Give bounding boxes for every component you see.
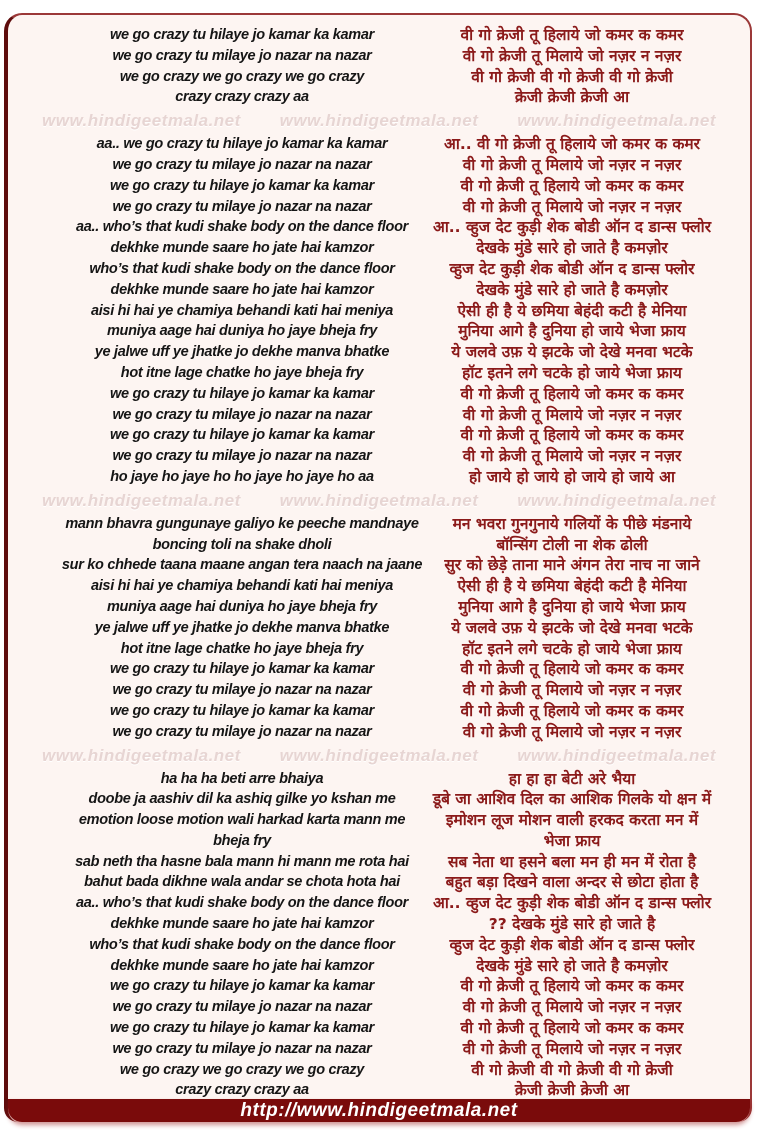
- lyrics-columns: [8, 15, 750, 1101]
- lyric-line-hindi: ऐसी ही है ये छमिया बेहंदी कटी है मेनिया: [457, 577, 687, 596]
- lyric-line-english: we go crazy tu hilaye jo kamar ka kamar: [110, 427, 374, 444]
- lyric-line-hindi: हॉट इतने लगे चटके हो जाये भेजा फ्राय: [462, 363, 682, 382]
- lyric-line-english: we go crazy tu milaye jo nazar na nazar: [112, 198, 372, 215]
- lyric-line-english: sur ko chhede taana maane angan tera naach na jaane: [61, 557, 423, 574]
- lyric-line-row: [8, 639, 750, 660]
- lyric-line-row: [8, 384, 750, 405]
- watermark-text: www.hindigeetmala.net: [517, 111, 716, 131]
- watermark-text: www.hindigeetmala.net: [279, 745, 479, 765]
- lyric-line-row: [8, 1018, 750, 1039]
- lyric-line-row: [8, 810, 750, 831]
- lyric-line-hindi: हो जाये हो जाये हो जाये हो जाये आ: [468, 467, 675, 486]
- lyric-line-hindi: डूबे जा आशिव दिल का आशिक गिलके यो क्षन में: [432, 790, 712, 809]
- lyric-line-row: [8, 134, 750, 155]
- lyric-line-hindi: क्रेजी क्रेजी क्रेजी आ: [514, 88, 630, 107]
- lyric-line-hindi: देखके मुंडे सारे हो जाते है कमज़ोर: [476, 956, 668, 975]
- lyrics-card: [4, 13, 752, 1122]
- lyric-line-row: [8, 852, 750, 873]
- lyric-line-row: [8, 618, 750, 639]
- lyric-line-hindi: वी गो क्रेजी तू मिलाये जो नज़र न नज़र: [462, 155, 682, 174]
- lyric-line-row: [8, 555, 750, 576]
- lyric-line-english: dekhke munde saare ho jate hai kamzor: [110, 957, 374, 974]
- lyric-line-row: [8, 701, 750, 722]
- lyric-line-row: [8, 467, 750, 488]
- lyric-line-english: aisi hi hai ye chamiya behandi kati hai meniya: [90, 302, 394, 319]
- lyric-line-english: ye jalwe uff ye jhatke jo dekhe manva bhatke: [94, 344, 390, 361]
- lyric-line-row: [8, 259, 750, 280]
- lyric-line-english: boncing toli na shake dholi: [152, 536, 332, 553]
- lyric-line-row: [8, 217, 750, 238]
- lyric-line-hindi: मुनिया आगे है दुनिया हो जाये भेजा फ्राय: [458, 322, 686, 341]
- lyric-line-english: we go crazy tu milaye jo nazar na nazar: [112, 723, 372, 740]
- lyric-line-hindi: वी गो क्रेजी तू हिलाये जो कमर क कमर: [460, 977, 684, 996]
- lyric-line-english: we go crazy tu milaye jo nazar na nazar: [112, 1040, 372, 1057]
- lyric-line-row: [8, 680, 750, 701]
- lyric-line-hindi: ये जलवे उफ़ ये झटके जो देखे मनवा भटके: [451, 618, 693, 637]
- lyric-line-english: mann bhavra gungunaye galiyo ke peeche mandnaye: [65, 515, 419, 532]
- lyric-line-row: [8, 425, 750, 446]
- lyric-line-row: [8, 872, 750, 893]
- lyric-line-hindi: हॉट इतने लगे चटके हो जाये भेजा फ्राय: [462, 639, 682, 658]
- lyric-line-row: [8, 535, 750, 556]
- lyric-line-english: dekhke munde saare ho jate hai kamzor: [110, 240, 374, 257]
- lyric-line-row: [8, 280, 750, 301]
- lyric-line-english: we go crazy we go crazy we go crazy: [119, 1061, 365, 1078]
- lyric-line-hindi: वी गो क्रेजी तू हिलाये जो कमर क कमर: [460, 701, 684, 720]
- lyric-line-row: [8, 597, 750, 618]
- lyric-line-row: [8, 342, 750, 363]
- watermark-text: www.hindigeetmala.net: [42, 111, 241, 131]
- lyric-line-row: [8, 1060, 750, 1081]
- lyric-line-hindi: वी गो क्रेजी तू हिलाये जो कमर क कमर: [460, 26, 684, 44]
- lyric-line-hindi: देखके मुंडे सारे हो जाते है कमज़ोर: [476, 280, 668, 299]
- footer-bar: [8, 1099, 750, 1122]
- lyric-line-row: [8, 893, 750, 914]
- lyric-line-row: [8, 769, 750, 790]
- lyric-line-english: bheja fry: [213, 832, 271, 849]
- lyric-line-english: crazy crazy crazy aa: [175, 89, 309, 106]
- lyric-line-row: [8, 446, 750, 467]
- lyric-line-row: [8, 155, 750, 176]
- lyric-line-english: ha ha ha beti arre bhaiya: [160, 770, 324, 787]
- watermark-text: www.hindigeetmala.net: [279, 111, 479, 131]
- lyric-line-row: [8, 935, 750, 956]
- lyric-line-row: [8, 238, 750, 259]
- lyric-line-hindi: वी गो क्रेजी तू मिलाये जो नज़र न नज़र: [462, 447, 682, 466]
- lyric-line-hindi: व्हुज देट कुड़ी शेक बोडी ऑन द डान्स फ्लोर: [449, 259, 695, 278]
- lyric-line-row: [8, 576, 750, 597]
- lyric-line-english: aa.. who’s that kudi shake body on the dance floor: [76, 219, 408, 236]
- lyric-line-english: we go crazy tu milaye jo nazar na nazar: [112, 682, 372, 699]
- lyric-line-hindi: मुनिया आगे है दुनिया हो जाये भेजा फ्राय: [458, 597, 686, 616]
- lyric-line-english: we go crazy tu hilaye jo kamar ka kamar: [110, 702, 374, 719]
- watermark-text: www.hindigeetmala.net: [42, 745, 241, 765]
- lyric-line-english: we go crazy tu milaye jo nazar na nazar: [112, 156, 372, 173]
- lyric-line-english: we go crazy tu hilaye jo kamar ka kamar: [110, 27, 374, 43]
- watermark-row: [8, 108, 750, 134]
- lyric-line-english: bahut bada dikhne wala andar se chota hota hai: [84, 874, 400, 891]
- lyric-line-english: aisi hi hai ye chamiya behandi kati hai meniya: [90, 578, 394, 595]
- lyric-line-row: [8, 956, 750, 977]
- lyric-line-row: [8, 67, 750, 88]
- lyric-line-english: ye jalwe uff ye jhatke jo dekhe manva bhatke: [94, 619, 390, 636]
- lyric-line-hindi: वी गो क्रेजी वी गो क्रेजी वी गो क्रेजी: [471, 1060, 673, 1079]
- lyric-line-row: [8, 321, 750, 342]
- lyric-line-hindi: सुर को छेड़े ताना माने अंगन तेरा नाच ना जाने: [444, 556, 700, 575]
- lyric-line-hindi: वी गो क्रेजी तू मिलाये जो नज़र न नज़र: [462, 998, 682, 1017]
- lyric-line-row: [8, 197, 750, 218]
- lyric-line-hindi: आ.. वी गो क्रेजी तू हिलाये जो कमर क कमर: [443, 135, 700, 154]
- watermark-text: www.hindigeetmala.net: [517, 745, 716, 765]
- lyric-line-english: we go crazy tu hilaye jo kamar ka kamar: [110, 661, 374, 678]
- lyric-line-hindi: आ.. व्हुज देट कुड़ी शेक बोडी ऑन द डान्स फ्लोर: [432, 218, 712, 237]
- lyric-line-row: [8, 997, 750, 1018]
- lyric-line-hindi: ऐसी ही है ये छमिया बेहंदी कटी है मेनिया: [457, 301, 687, 320]
- lyric-line-english: we go crazy tu hilaye jo kamar ka kamar: [110, 177, 374, 194]
- lyric-line-english: doobe ja aashiv dil ka ashiq gilke yo kshan me: [88, 791, 396, 808]
- lyric-line-row: [8, 659, 750, 680]
- lyric-line-english: dekhke munde saare ho jate hai kamzor: [110, 281, 374, 298]
- lyric-line-hindi: वी गो क्रेजी तू हिलाये जो कमर क कमर: [460, 1019, 684, 1038]
- lyric-line-hindi: वी गो क्रेजी तू मिलाये जो नज़र न नज़र: [462, 681, 682, 700]
- lyric-line-row: [8, 722, 750, 743]
- lyric-line-row: [8, 789, 750, 810]
- footer-url[interactable]: http://www.hindigeetmala.net: [240, 1099, 518, 1121]
- lyric-line-hindi: देखके मुंडे सारे हो जाते है कमज़ोर: [476, 239, 668, 258]
- lyric-line-english: we go crazy tu hilaye jo kamar ka kamar: [110, 1020, 374, 1037]
- lyric-line-row: [8, 301, 750, 322]
- lyric-line-row: [8, 87, 750, 108]
- lyric-line-hindi: क्रेजी क्रेजी क्रेजी आ: [514, 1081, 630, 1100]
- lyric-line-english: we go crazy tu milaye jo nazar na nazar: [112, 999, 372, 1016]
- lyric-line-row: [8, 363, 750, 384]
- lyric-line-hindi: आ.. व्हुज देट कुड़ी शेक बोडी ऑन द डान्स फ्लोर: [432, 894, 712, 913]
- lyric-line-hindi: भेजा फ्राय: [543, 831, 601, 850]
- lyric-line-english: muniya aage hai duniya ho jaye bheja fry: [106, 598, 378, 615]
- lyric-line-english: aa.. who’s that kudi shake body on the dance floor: [76, 895, 408, 912]
- lyric-line-hindi: वी गो क्रेजी तू मिलाये जो नज़र न नज़र: [462, 405, 682, 424]
- lyric-line-hindi: वी गो क्रेजी तू मिलाये जो नज़र न नज़र: [462, 46, 682, 65]
- lyric-line-row: [8, 1039, 750, 1060]
- watermark-row: [8, 488, 750, 514]
- lyric-line-hindi: वी गो क्रेजी तू हिलाये जो कमर क कमर: [460, 660, 684, 679]
- lyric-line-hindi: ये जलवे उफ़ ये झटके जो देखे मनवा भटके: [451, 343, 693, 362]
- lyric-line-hindi: व्हुज देट कुड़ी शेक बोडी ऑन द डान्स फ्लोर: [449, 935, 695, 954]
- lyric-line-english: sab neth tha hasne bala mann hi mann me rota hai: [75, 853, 409, 870]
- lyric-line-hindi: वी गो क्रेजी तू मिलाये जो नज़र न नज़र: [462, 1039, 682, 1058]
- lyric-line-hindi: सब नेता था हसने बला मन ही मन में रोता है: [447, 852, 697, 871]
- lyric-line-english: we go crazy tu hilaye jo kamar ka kamar: [110, 978, 374, 995]
- lyric-line-english: who’s that kudi shake body on the dance floor: [89, 260, 395, 277]
- watermark-text: www.hindigeetmala.net: [279, 490, 479, 510]
- lyric-line-hindi: बहुत बड़ा दिखने वाला अन्दर से छोटा होता है: [445, 873, 699, 892]
- watermark-text: www.hindigeetmala.net: [517, 490, 716, 510]
- watermark-row: [8, 743, 750, 769]
- lyric-line-hindi: बॉन्सिंग टोली ना शेक ढोली: [496, 535, 648, 554]
- lyric-line-hindi: इमोशन लूज मोशन वाली हरकद करता मन में: [445, 811, 699, 830]
- lyric-line-row: [8, 914, 750, 935]
- lyric-line-english: we go crazy tu milaye jo nazar na nazar: [112, 47, 372, 64]
- lyric-line-english: muniya aage hai duniya ho jaye bheja fry: [106, 323, 378, 340]
- lyric-line-english: emotion loose motion wali harkad karta mann me: [78, 812, 406, 829]
- lyric-line-row: [8, 831, 750, 852]
- lyric-line-english: aa.. we go crazy tu hilaye jo kamar ka kamar: [96, 136, 388, 153]
- lyric-line-hindi: मन भवरा गुनगुनाये गलियों के पीछे मंडनाये: [452, 514, 692, 533]
- lyric-line-english: ho jaye ho jaye ho ho jaye ho jaye ho aa: [110, 468, 374, 485]
- lyric-line-english: hot itne lage chatke ho jaye bheja fry: [120, 640, 364, 657]
- lyric-line-row: [8, 405, 750, 426]
- lyric-line-english: hot itne lage chatke ho jaye bheja fry: [120, 364, 364, 381]
- lyric-line-english: crazy crazy crazy aa: [175, 1082, 309, 1099]
- lyric-line-row: [8, 46, 750, 67]
- lyric-line-hindi: वी गो क्रेजी तू मिलाये जो नज़र न नज़र: [462, 197, 682, 216]
- lyric-line-english: dekhke munde saare ho jate hai kamzor: [110, 916, 374, 933]
- lyric-line-row: [8, 976, 750, 997]
- lyric-line-row: [8, 176, 750, 197]
- lyric-line-english: we go crazy tu hilaye jo kamar ka kamar: [110, 385, 374, 402]
- lyric-line-hindi: वी गो क्रेजी तू मिलाये जो नज़र न नज़र: [462, 722, 682, 741]
- lyric-line-english: who’s that kudi shake body on the dance floor: [89, 936, 395, 953]
- watermark-text: www.hindigeetmala.net: [42, 490, 241, 510]
- lyric-line-hindi: ?? देखके मुंडे सारे हो जाते है: [488, 915, 656, 934]
- lyric-line-hindi: वी गो क्रेजी तू हिलाये जो कमर क कमर: [460, 176, 684, 195]
- lyric-line-row: [8, 25, 750, 46]
- lyric-line-english: we go crazy tu milaye jo nazar na nazar: [112, 448, 372, 465]
- lyric-line-hindi: वी गो क्रेजी तू हिलाये जो कमर क कमर: [460, 426, 684, 445]
- lyric-line-row: [8, 514, 750, 535]
- lyric-line-hindi: वी गो क्रेजी तू हिलाये जो कमर क कमर: [460, 384, 684, 403]
- lyric-line-english: we go crazy tu milaye jo nazar na nazar: [112, 406, 372, 423]
- lyric-line-hindi: वी गो क्रेजी वी गो क्रेजी वी गो क्रेजी: [471, 67, 673, 86]
- lyric-line-english: we go crazy we go crazy we go crazy: [119, 68, 365, 85]
- lyric-line-hindi: हा हा हा बेटी अरे भैया: [508, 769, 636, 788]
